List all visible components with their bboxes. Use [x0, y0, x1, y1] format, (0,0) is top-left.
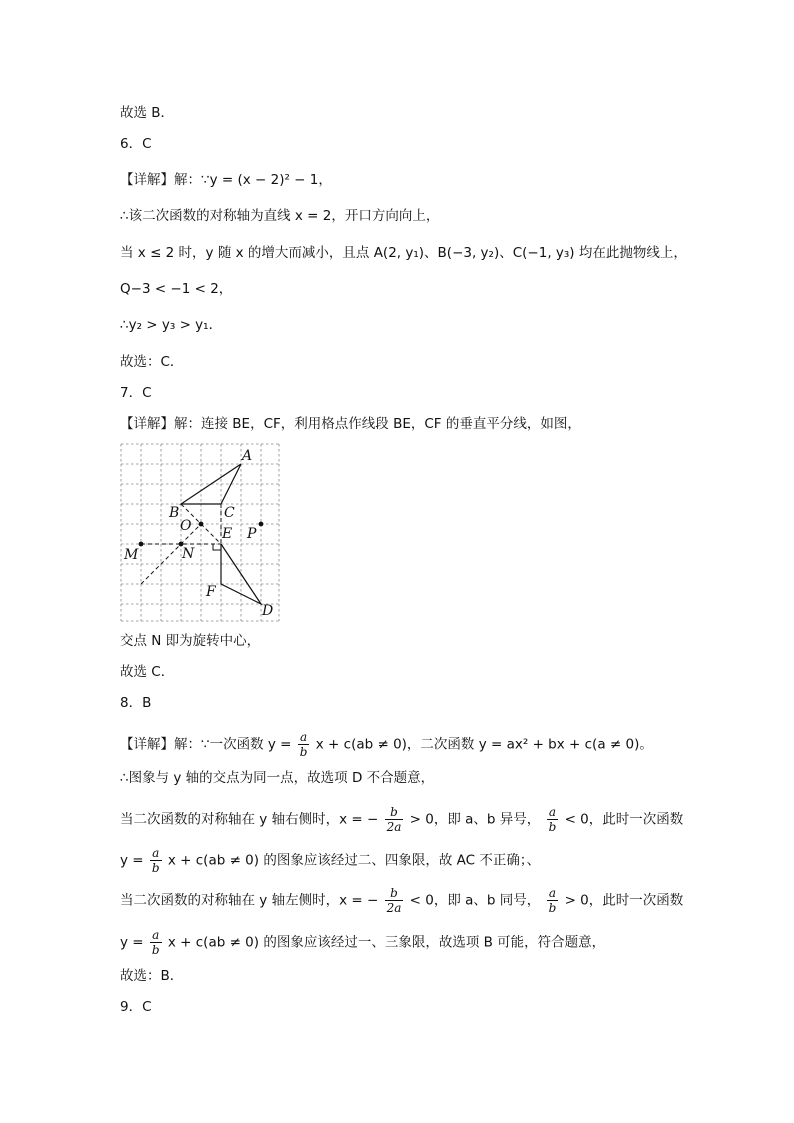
text-segment: < 0，即 a、b 同号， [409, 892, 541, 909]
text-segment: y = [120, 852, 144, 869]
text-line: ∴该二次函数的对称轴为直线 x = 2，开口方向向上， [120, 208, 440, 224]
right-angle-mark [213, 544, 221, 550]
text-line: 【详解】解：连接 BE，CF，利用格点作线段 BE，CF 的垂直平分线，如图， [120, 416, 581, 432]
label-e: E [222, 526, 233, 542]
label-a: A [242, 448, 253, 464]
text-segment: 当二次函数的对称轴在 y 轴左侧时，x = − [120, 892, 379, 909]
label-p: P [247, 526, 257, 542]
text-line [120, 886, 683, 915]
text-line: 当 x ≤ 2 时，y 随 x 的增大而减小，且点 A(2, y₁)、B(−3, y₂)、C(−1, y₃) 均在此抛物线上， [120, 245, 687, 261]
text-line: ∴y₂ > y₃ > y₁． [120, 317, 223, 333]
text-line [120, 805, 683, 834]
text-line: 【详解】解：∵y = (x − 2)² − 1， [120, 172, 332, 188]
text-line: ∴图象与 y 轴的交点为同一点，故选项 D 不合题意， [120, 770, 435, 786]
fraction: $\frac{b}{2a}$ [386, 886, 402, 915]
text-segment: x + c(ab ≠ 0)，二次函数 y = ax² + bx + c(a ≠ 0)。 [315, 736, 653, 753]
fraction: $\frac{a}{b}$ [548, 886, 557, 915]
label-n: N [182, 546, 195, 562]
question-number: 9．C [120, 999, 152, 1015]
fraction: $\frac{a}{b}$ [548, 805, 557, 834]
text-segment: > 0，此时一次函数 [564, 892, 684, 909]
text-segment: 当二次函数的对称轴在 y 轴右侧时，x = − [120, 811, 379, 828]
text-line [120, 846, 540, 875]
label-f: F [206, 584, 216, 600]
text-line: 交点 N 即为旋转中心， [120, 633, 261, 649]
label-c: C [224, 505, 235, 521]
fraction: $\frac{a}{b}$ [299, 730, 308, 759]
text-segment: y = [120, 934, 144, 951]
text-segment: < 0，此时一次函数 [564, 811, 684, 828]
question-number: 6．C [120, 136, 152, 152]
label-o: O [180, 518, 192, 534]
grid-figure [120, 443, 282, 625]
text-segment: > 0，即 a、b 异号， [409, 811, 541, 828]
label-m: M [124, 547, 139, 563]
text-segment: 【详解】解：∵一次函数 y = [120, 736, 292, 753]
text-segment: x + c(ab ≠ 0) 的图象应该经过一、三象限，故选项 B 可能，符合题意， [167, 934, 606, 951]
question-number: 7．C [120, 385, 152, 401]
label-d: D [262, 603, 274, 619]
text-line: 故选 C． [120, 664, 175, 680]
text-line: 故选：B． [120, 968, 184, 984]
text-segment: x + c(ab ≠ 0) 的图象应该经过二、四象限，故 AC 不正确；、 [167, 852, 541, 869]
fraction: $\frac{a}{b}$ [151, 928, 160, 957]
label-b: B [169, 505, 180, 521]
text-line: 故选：C． [120, 354, 184, 370]
text-line [120, 928, 605, 957]
fraction: $\frac{a}{b}$ [151, 846, 160, 875]
fraction: $\frac{b}{2a}$ [386, 805, 402, 834]
text-line: Q−3 < −1 < 2， [120, 281, 233, 297]
question-number: 8．B [120, 695, 152, 711]
text-line: 故选 B． [120, 105, 175, 121]
text-line [120, 730, 653, 759]
